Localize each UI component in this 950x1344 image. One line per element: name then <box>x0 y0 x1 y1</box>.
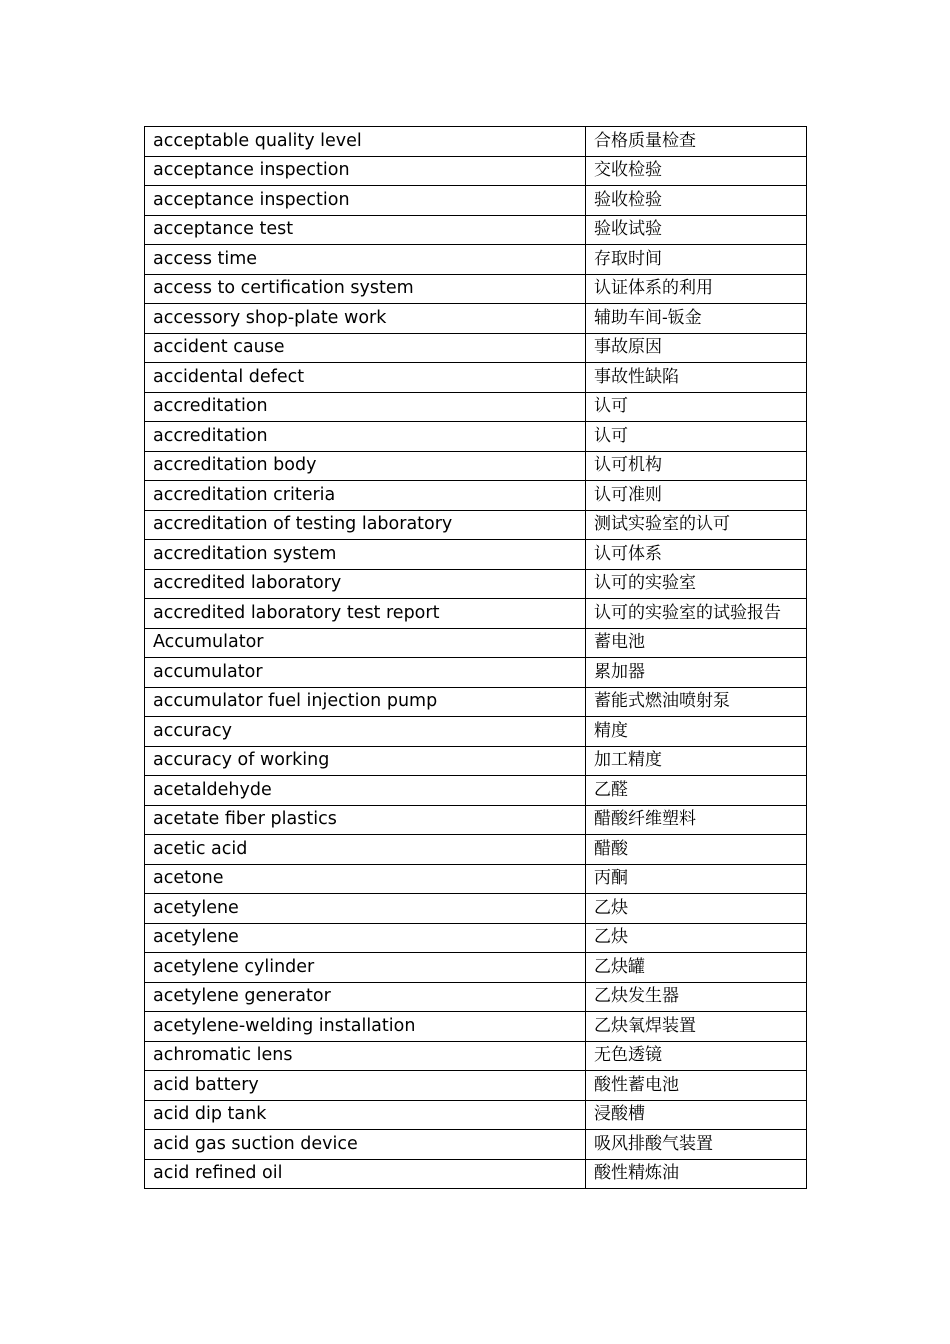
chinese-term-cell: 认可 <box>586 422 807 452</box>
chinese-term-cell: 验收试验 <box>586 215 807 245</box>
table-row <box>145 274 807 304</box>
chinese-term-cell: 精度 <box>586 717 807 747</box>
table-row <box>145 599 807 629</box>
english-term-cell: accumulator fuel injection pump <box>145 687 586 717</box>
table-row <box>145 982 807 1012</box>
table-row <box>145 953 807 983</box>
table-row <box>145 658 807 688</box>
english-term-cell: accident cause <box>145 333 586 363</box>
chinese-term-cell: 认可体系 <box>586 540 807 570</box>
english-term-cell: accidental defect <box>145 363 586 393</box>
english-term-cell: access time <box>145 245 586 275</box>
table-row <box>145 1041 807 1071</box>
english-term-cell: accuracy <box>145 717 586 747</box>
table-row <box>145 333 807 363</box>
english-term-cell: acetaldehyde <box>145 776 586 806</box>
table-row <box>145 1100 807 1130</box>
english-term-cell: acetylene-welding installation <box>145 1012 586 1042</box>
chinese-term-cell: 认证体系的利用 <box>586 274 807 304</box>
table-row <box>145 776 807 806</box>
english-term-cell: acceptable quality level <box>145 127 586 157</box>
english-term-cell: acceptance test <box>145 215 586 245</box>
chinese-term-cell: 累加器 <box>586 658 807 688</box>
chinese-term-cell: 醋酸 <box>586 835 807 865</box>
table-row <box>145 1012 807 1042</box>
table-row <box>145 805 807 835</box>
table-row <box>145 186 807 216</box>
chinese-term-cell: 酸性蓄电池 <box>586 1071 807 1101</box>
chinese-term-cell: 验收检验 <box>586 186 807 216</box>
english-term-cell: accuracy of working <box>145 746 586 776</box>
chinese-term-cell: 乙炔 <box>586 923 807 953</box>
english-term-cell: accreditation criteria <box>145 481 586 511</box>
chinese-term-cell: 乙炔氧焊装置 <box>586 1012 807 1042</box>
english-term-cell: accessory shop-plate work <box>145 304 586 334</box>
chinese-term-cell: 合格质量检查 <box>586 127 807 157</box>
chinese-term-cell: 事故性缺陷 <box>586 363 807 393</box>
english-term-cell: accredited laboratory <box>145 569 586 599</box>
chinese-term-cell: 加工精度 <box>586 746 807 776</box>
english-term-cell: acceptance inspection <box>145 156 586 186</box>
chinese-term-cell: 交收检验 <box>586 156 807 186</box>
chinese-term-cell: 乙醛 <box>586 776 807 806</box>
chinese-term-cell: 蓄能式燃油喷射泵 <box>586 687 807 717</box>
chinese-term-cell: 认可准则 <box>586 481 807 511</box>
english-term-cell: acceptance inspection <box>145 186 586 216</box>
chinese-term-cell: 醋酸纤维塑料 <box>586 805 807 835</box>
table-row <box>145 215 807 245</box>
chinese-term-cell: 乙炔罐 <box>586 953 807 983</box>
english-term-cell: acetone <box>145 864 586 894</box>
chinese-term-cell: 事故原因 <box>586 333 807 363</box>
table-row <box>145 864 807 894</box>
english-term-cell: acetylene generator <box>145 982 586 1012</box>
table-row <box>145 894 807 924</box>
english-term-cell: accumulator <box>145 658 586 688</box>
glossary-table <box>144 126 807 1189</box>
table-row <box>145 156 807 186</box>
english-term-cell: access to certification system <box>145 274 586 304</box>
glossary-table-body <box>145 127 807 1189</box>
english-term-cell: acetate fiber plastics <box>145 805 586 835</box>
table-row <box>145 1159 807 1189</box>
chinese-term-cell: 辅助车间-钣金 <box>586 304 807 334</box>
english-term-cell: acid battery <box>145 1071 586 1101</box>
table-row <box>145 687 807 717</box>
english-term-cell: accreditation of testing laboratory <box>145 510 586 540</box>
chinese-term-cell: 无色透镜 <box>586 1041 807 1071</box>
chinese-term-cell: 酸性精炼油 <box>586 1159 807 1189</box>
chinese-term-cell: 吸风排酸气装置 <box>586 1130 807 1160</box>
chinese-term-cell: 认可的实验室的试验报告 <box>586 599 807 629</box>
table-row <box>145 1130 807 1160</box>
chinese-term-cell: 存取时间 <box>586 245 807 275</box>
table-row <box>145 923 807 953</box>
chinese-term-cell: 测试实验室的认可 <box>586 510 807 540</box>
table-row <box>145 245 807 275</box>
table-row <box>145 835 807 865</box>
chinese-term-cell: 认可 <box>586 392 807 422</box>
english-term-cell: accreditation body <box>145 451 586 481</box>
chinese-term-cell: 认可机构 <box>586 451 807 481</box>
english-term-cell: acetylene <box>145 894 586 924</box>
english-term-cell: acid gas suction device <box>145 1130 586 1160</box>
english-term-cell: acid refined oil <box>145 1159 586 1189</box>
table-row <box>145 451 807 481</box>
table-row <box>145 392 807 422</box>
table-row <box>145 363 807 393</box>
table-row <box>145 628 807 658</box>
english-term-cell: accreditation <box>145 392 586 422</box>
chinese-term-cell: 乙炔 <box>586 894 807 924</box>
table-row <box>145 746 807 776</box>
table-row <box>145 510 807 540</box>
table-row <box>145 540 807 570</box>
english-term-cell: accreditation <box>145 422 586 452</box>
table-row <box>145 1071 807 1101</box>
chinese-term-cell: 认可的实验室 <box>586 569 807 599</box>
chinese-term-cell: 浸酸槽 <box>586 1100 807 1130</box>
chinese-term-cell: 乙炔发生器 <box>586 982 807 1012</box>
english-term-cell: achromatic lens <box>145 1041 586 1071</box>
table-row <box>145 481 807 511</box>
table-row <box>145 569 807 599</box>
table-row <box>145 717 807 747</box>
chinese-term-cell: 蓄电池 <box>586 628 807 658</box>
english-term-cell: acetylene <box>145 923 586 953</box>
english-term-cell: acid dip tank <box>145 1100 586 1130</box>
table-row <box>145 422 807 452</box>
table-row <box>145 127 807 157</box>
english-term-cell: acetic acid <box>145 835 586 865</box>
english-term-cell: accredited laboratory test report <box>145 599 586 629</box>
english-term-cell: Accumulator <box>145 628 586 658</box>
chinese-term-cell: 丙酮 <box>586 864 807 894</box>
table-row <box>145 304 807 334</box>
english-term-cell: accreditation system <box>145 540 586 570</box>
english-term-cell: acetylene cylinder <box>145 953 586 983</box>
